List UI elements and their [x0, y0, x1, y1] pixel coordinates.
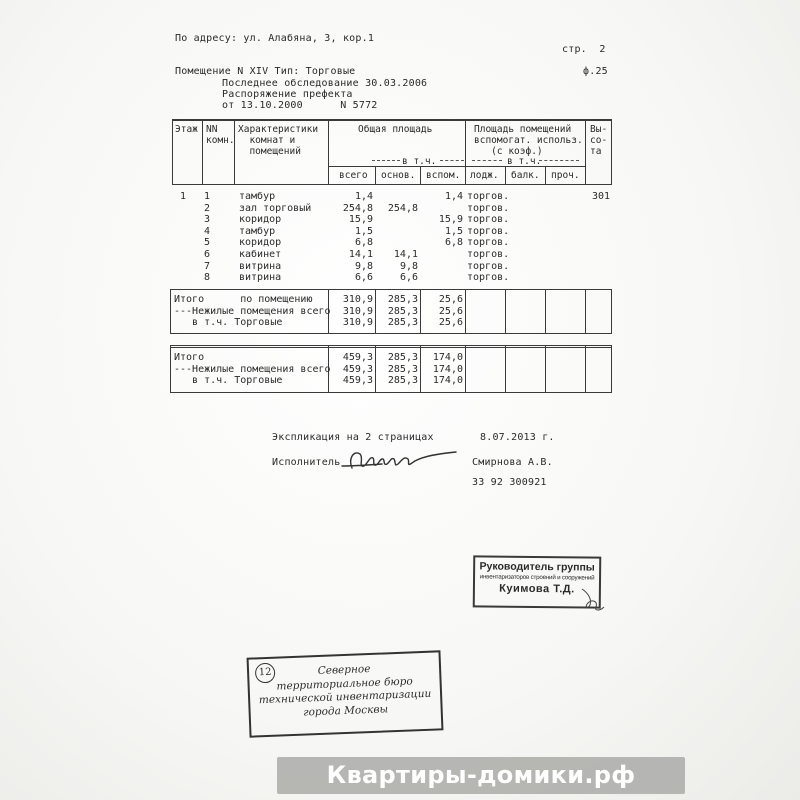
row-5-aux: 6,8: [444, 237, 463, 249]
explication-pages: Экспликация на 2 страницах: [272, 432, 434, 443]
subtotal-2-main: 285,3: [387, 305, 418, 317]
explication-date: 8.07.2013 г.: [480, 432, 555, 443]
subtotal-2-label: ---Нежилые помещения всего: [174, 305, 331, 317]
explication-table: [172, 119, 612, 394]
header-height: Вы- со- та: [590, 124, 608, 157]
subtotal-3-label: в т.ч. Торговые: [174, 317, 283, 329]
row-1-total: 1,4: [354, 191, 373, 202]
stamp-bureau-line1: Северное: [317, 663, 371, 678]
executor-phone: 33 92 300921: [472, 477, 547, 488]
row-8-name: витрина: [239, 272, 282, 284]
stamp-bureau-line4: города Москвы: [303, 702, 389, 719]
page-number: стр. 2: [562, 44, 606, 55]
row-2-name: зал торговый: [239, 202, 312, 214]
total-3-total: 459,3: [342, 375, 373, 387]
row-4-aux: 1,5: [444, 225, 463, 237]
row-8-main: 6,6: [399, 272, 418, 284]
total-2-label: ---Нежилые помещения всего: [174, 363, 331, 375]
subtotal-1-total: 310,9: [342, 294, 373, 305]
row-6-name: кабинет: [239, 249, 282, 260]
header-total-area: Общая площадь: [358, 124, 433, 135]
row-5-type: торгов.: [467, 237, 510, 249]
row-3-aux: 15,9: [438, 214, 463, 226]
row-7-main: 9,8: [399, 260, 418, 272]
address-line: По адресу: ул. Алабяна, 3, кор.1: [175, 33, 375, 44]
subtotal-2-aux: 25,6: [438, 305, 463, 317]
stamp-head-line2: инвентаризаторов строений и сооружений: [479, 573, 595, 582]
row-4-type: торгов.: [467, 225, 510, 237]
total-3-label: в т.ч. Торговые: [174, 375, 283, 387]
row-1-name: тамбур: [239, 191, 276, 202]
row-6-total: 14,1: [348, 249, 373, 260]
stamp-head-line3: Куимова Т.Д.: [499, 582, 575, 596]
row-6-type: торгов.: [467, 249, 510, 260]
row-5-total: 6,8: [354, 237, 373, 249]
row-7-name: витрина: [239, 260, 282, 272]
row-2-total: 254,8: [342, 202, 373, 214]
subtotal-2-total: 310,9: [342, 305, 373, 317]
bureau-stamp: [247, 650, 444, 737]
header-characteristics: Характеристики комнат и помещений: [238, 124, 319, 157]
header-incl: в т.ч.: [402, 156, 437, 167]
row-5-nn: 5: [204, 237, 211, 249]
row-4-total: 1,5: [354, 225, 373, 237]
order-date-line: от 13.10.2000 N 5772: [222, 100, 378, 111]
row-5-name: коридор: [239, 237, 282, 249]
row-8-type: торгов.: [467, 272, 510, 284]
last-survey-line: Последнее обследование 30.03.2006: [222, 78, 428, 89]
site-watermark: Квартиры-домики.рф: [277, 757, 685, 794]
row-2-type: торгов.: [467, 202, 510, 214]
stamp-head-line1: Руководитель группы: [479, 560, 595, 574]
subtotal-3-total: 310,9: [342, 317, 373, 329]
header-aux: вспом.: [426, 170, 461, 181]
total-2-aux: 174,0: [432, 363, 463, 375]
row-4-nn: 4: [204, 225, 211, 237]
row-1-floor: 1: [180, 191, 187, 202]
row-6-nn: 6: [204, 249, 211, 260]
subtotal-1-main: 285,3: [387, 294, 418, 305]
total-2-main: 285,3: [387, 363, 418, 375]
row-3-nn: 3: [204, 214, 211, 226]
total-3-aux: 174,0: [432, 375, 463, 387]
header-balcony: балк.: [511, 170, 540, 181]
head-signature: [578, 585, 608, 615]
executor-signature: [338, 446, 460, 474]
row-3-type: торгов.: [467, 214, 510, 226]
header-main: основ.: [381, 170, 416, 181]
header-floor: Этаж: [175, 124, 198, 135]
row-3-name: коридор: [239, 214, 282, 226]
stamp-bureau-line3: технической инвентаризации: [258, 687, 432, 707]
row-8-total: 6,6: [354, 272, 373, 284]
header-all: всего: [339, 170, 368, 181]
order-line: Распоряжение префекта: [222, 89, 353, 100]
header-nn: NN комн.: [206, 124, 235, 146]
header-other: проч.: [551, 170, 580, 181]
row-2-nn: 2: [204, 202, 211, 214]
stamp-bureau-number: 12: [255, 663, 276, 684]
subtotal-1-label: Итого по помещению: [174, 294, 313, 305]
subtotal-3-aux: 25,6: [438, 317, 463, 329]
stamp-bureau-line2: территориальное бюро: [276, 674, 413, 693]
header-aux-area: Площадь помещений вспомогат. использ. (с коэф.): [474, 124, 583, 157]
total-1-aux: 174,0: [432, 352, 463, 363]
row-7-total: 9,8: [354, 260, 373, 272]
row-1-type: торгов.: [467, 191, 510, 202]
subtotal-3-main: 285,3: [387, 317, 418, 329]
row-1-nn: 1: [204, 191, 211, 202]
row-6-main: 14,1: [393, 249, 418, 260]
total-2-total: 459,3: [342, 363, 373, 375]
row-3-total: 15,9: [348, 214, 373, 226]
header-loggia: лодж.: [470, 170, 499, 181]
premises-line: Помещение N XIV Тип: Торговые: [175, 66, 356, 77]
form-number: ф.25: [583, 66, 608, 77]
executor-name: Смирнова А.В.: [472, 457, 553, 468]
row-8-nn: 8: [204, 272, 211, 284]
row-7-type: торгов.: [467, 260, 510, 272]
row-2-main: 254,8: [387, 202, 418, 214]
row-7-nn: 7: [204, 260, 211, 272]
total-1-total: 459,3: [342, 352, 373, 363]
total-1-label: Итого: [174, 352, 205, 363]
subtotal-1-aux: 25,6: [438, 294, 463, 305]
header-incl2: в т.ч.: [507, 156, 542, 167]
row-1-aux: 1,4: [444, 191, 463, 202]
row-1-height: 301: [592, 191, 611, 202]
executor-label: Исполнитель: [272, 457, 341, 468]
total-1-main: 285,3: [387, 352, 418, 363]
row-4-name: тамбур: [239, 225, 276, 237]
total-3-main: 285,3: [387, 375, 418, 387]
